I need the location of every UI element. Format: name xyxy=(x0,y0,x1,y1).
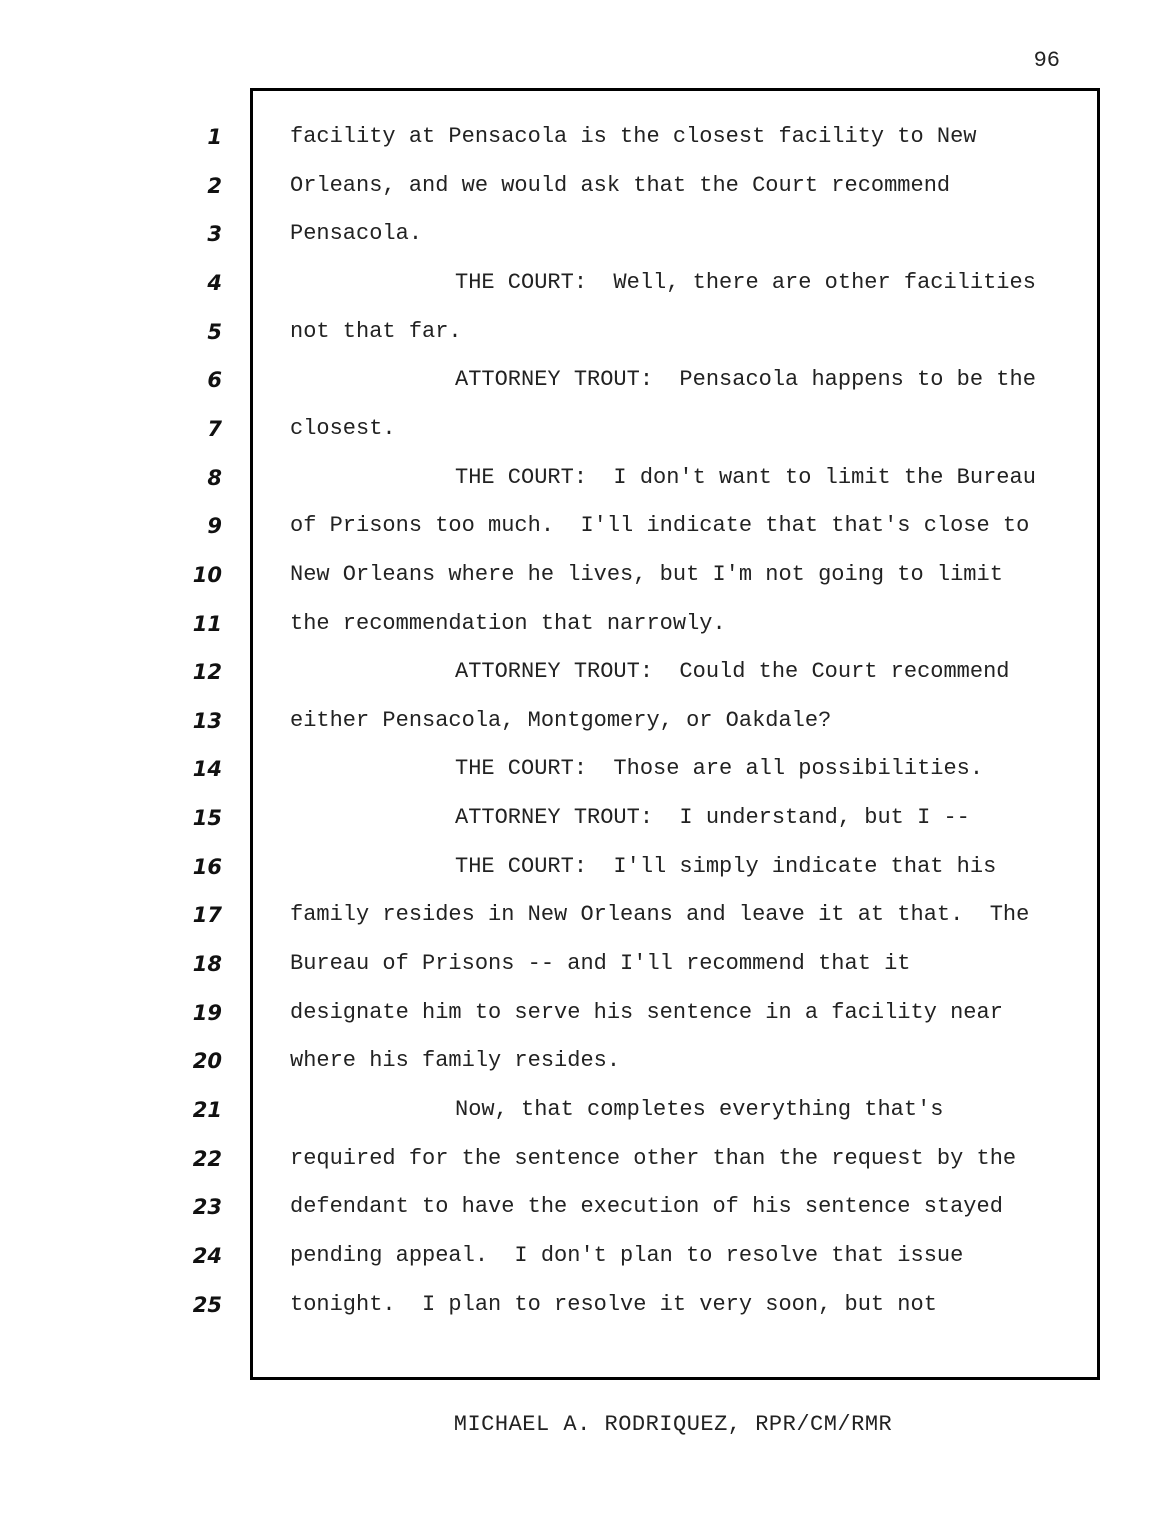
line-number: 19 xyxy=(192,1000,222,1025)
transcript-line: New Orleans where he lives, but I'm not going to limit xyxy=(290,561,1003,587)
line-number: 1 xyxy=(207,125,222,149)
transcript-line: Bureau of Prisons -- and I'll recommend that it xyxy=(290,951,911,977)
line-number: 18 xyxy=(192,952,222,977)
line-number: 15 xyxy=(192,806,222,831)
transcript-line: ATTORNEY TROUT: I understand, but I -- xyxy=(455,805,970,831)
line-number: 9 xyxy=(207,514,222,539)
line-number: 10 xyxy=(192,562,222,587)
court-reporter-footer: MICHAEL A. RODRIQUEZ, RPR/CM/RMR xyxy=(453,1412,893,1437)
transcript-line: required for the sentence other than the request by the xyxy=(290,1145,1017,1171)
transcript-line: ATTORNEY TROUT: Could the Court recommend xyxy=(455,659,1010,685)
transcript-line: Pensacola. xyxy=(290,221,423,247)
line-number: 25 xyxy=(192,1292,222,1317)
line-number: 16 xyxy=(192,854,222,879)
line-number: 7 xyxy=(207,416,222,441)
transcript-line: pending appeal. I don't plan to resolve that issue xyxy=(290,1242,964,1268)
line-number: 22 xyxy=(192,1146,222,1171)
transcript-line: THE COURT: Well, there are other facilities xyxy=(455,269,1036,295)
line-number: 14 xyxy=(192,757,222,782)
line-number: 20 xyxy=(192,1049,222,1074)
line-number: 24 xyxy=(192,1243,222,1268)
line-number: 11 xyxy=(192,611,222,636)
transcript-line: ATTORNEY TROUT: Pensacola happens to be the xyxy=(455,367,1036,393)
line-number: 12 xyxy=(192,660,222,685)
transcript-line: Orleans, and we would ask that the Court recommend xyxy=(290,172,951,198)
transcript-line: of Prisons too much. I'll indicate that that's close to xyxy=(290,513,1030,539)
transcript-line: THE COURT: I don't want to limit the Bureau xyxy=(455,464,1036,490)
transcript-line: designate him to serve his sentence in a facility near xyxy=(290,999,1003,1025)
transcript-line: Now, that completes everything that's xyxy=(455,1097,944,1122)
line-number: 8 xyxy=(207,465,222,490)
line-number: 13 xyxy=(192,708,222,733)
line-number: 6 xyxy=(207,368,222,393)
transcript-line: the recommendation that narrowly. xyxy=(290,610,726,636)
line-number: 5 xyxy=(207,319,222,344)
line-number: 23 xyxy=(192,1195,222,1220)
transcript-line: THE COURT: I'll simply indicate that his xyxy=(455,853,997,879)
transcript-line: where his family resides. xyxy=(290,1048,621,1074)
line-number: 2 xyxy=(207,173,222,198)
line-number: 17 xyxy=(192,903,222,928)
transcript-line: family resides in New Orleans and leave it at that. The xyxy=(290,902,1030,928)
transcript-line: closest. xyxy=(290,415,396,441)
transcript-line: facility at Pensacola is the closest facility to New xyxy=(290,124,977,149)
transcript-line: not that far. xyxy=(290,318,462,344)
transcript-line: either Pensacola, Montgomery, or Oakdale? xyxy=(290,707,832,733)
line-number: 21 xyxy=(192,1098,222,1122)
line-number: 3 xyxy=(207,222,222,247)
transcript-line: defendant to have the execution of his sentence stayed xyxy=(290,1194,1003,1220)
line-number: 4 xyxy=(207,270,222,295)
transcript-line: THE COURT: Those are all possibilities. xyxy=(455,756,984,782)
page-number: 96 xyxy=(1033,48,1060,73)
transcript-line: tonight. I plan to resolve it very soon, but not xyxy=(290,1291,937,1317)
